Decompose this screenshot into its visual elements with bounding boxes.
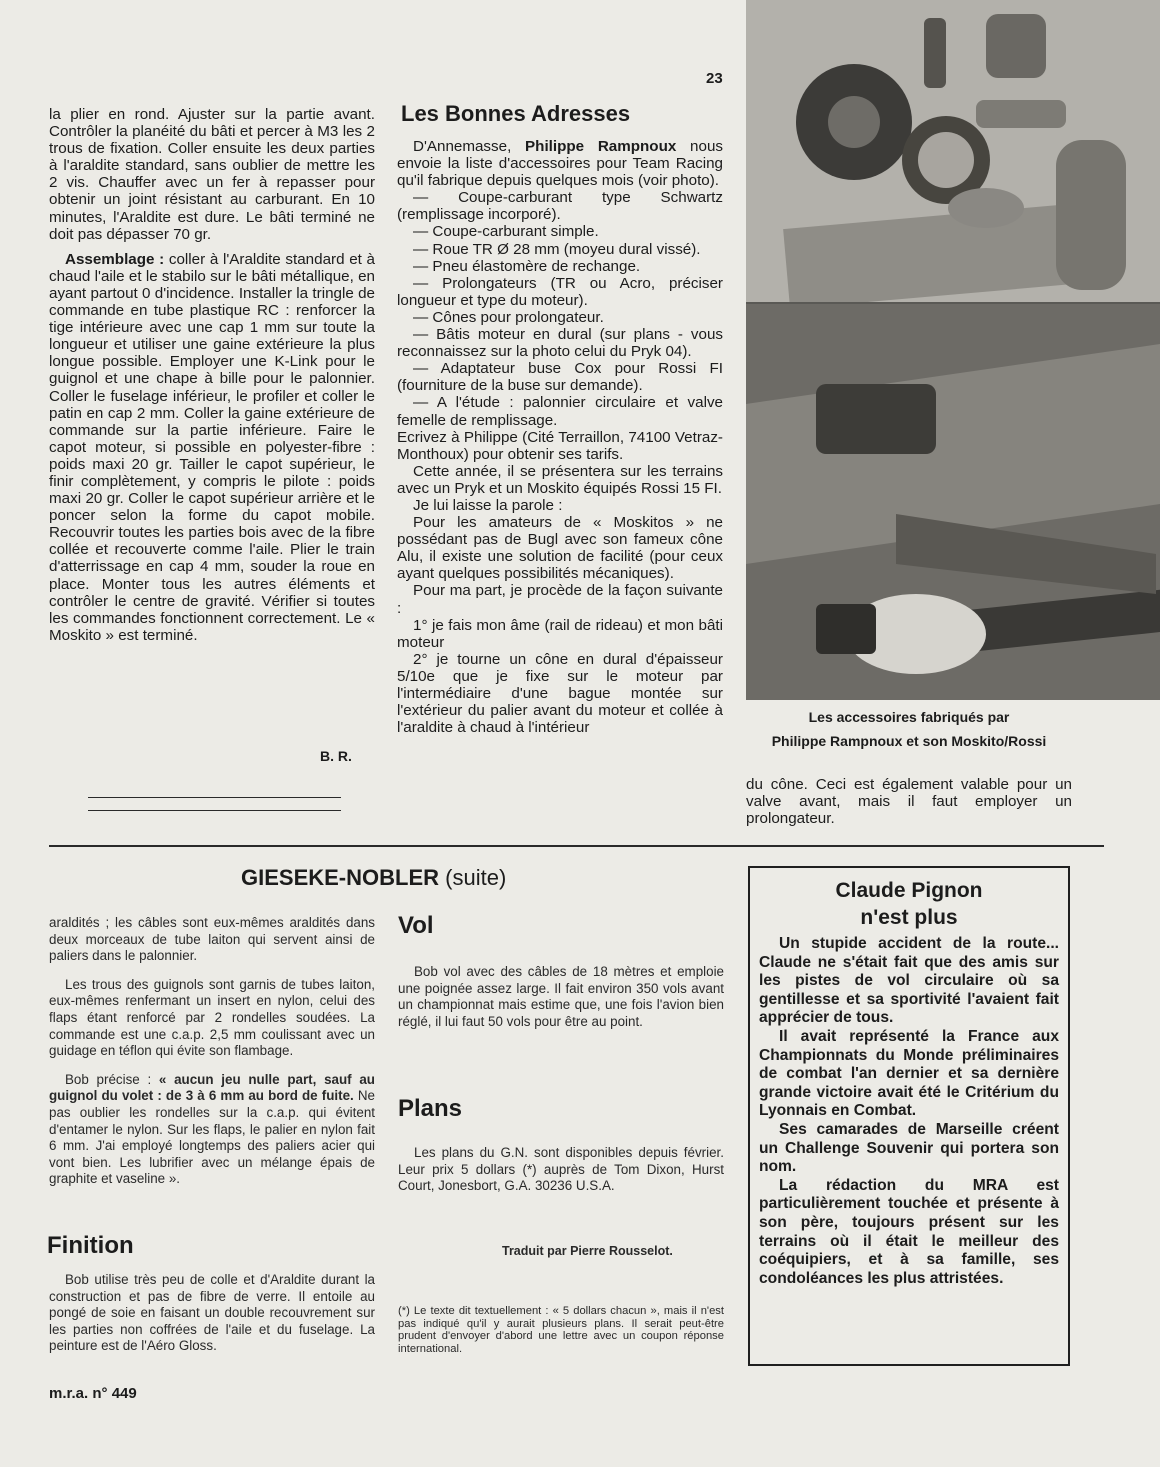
assemblage-text: coller à l'Araldite standard et à chaud l'aile et le stabilo sur le bâti métallique, en ayant partout 0 d'incidence. Installer la tringle de commande en tube plastique RC : renforcer la tige intérieure avec une cap 1 mm sur toute la longueur et utiliser une gaine extérieure la plus longue possible. Employer une K-Link pour le guignol et une chape à bille pour le palonnier. Coller le fuselage inférieur, le profiler et coller le patin en cap 2 mm. Coller la gaine extérieure de commande sur la partie inférieure. Faire le capot moteur, si possible en polyester-fibre : poids maxi 20 gr. Tailler le capot supérieur, le finir complètement, y compris le pilote : poids maxi 20 gr. Coller le capot supérieur arrière et le poncer selon la forme du capot mobile. Recouvrir toutes les parties bois avec de la fibre collée et recouverte comme l'aile. Plier le train d'atterrissage en cap 4 mm, souder la roue en place. Monter tous les autres éléments et contrôler le centre de gravité. Vérifier si toutes les commandes fonctionnent correctement. Le « Moskito » est terminé. [49,250,375,644]
finition-title: Finition [47,1232,134,1259]
accessories-photo [746,0,1160,700]
divider-line [88,797,341,798]
bonnes-adresses-column [397,138,723,736]
page-number: 23 [706,70,723,87]
parole-paragraph: Je lui laisse la parole : [413,496,563,514]
bonnes-adresses-continuation: du cône. Ceci est également valable pour un valve avant, mais il faut employer un prolongateur. [746,776,1072,828]
gieseke-quote-bold: « aucun jeu nulle part, sauf au guignol du volet : de 3 à 6 mm au bord de fuite. [49,1071,375,1104]
tribute-paragraph-4: La rédaction du MRA est particulièrement touchée et présente à son père, toujours présent sur les terrains où il était le meilleur des coéquipiers, et à sa famille, ses condoléances les plus attristées. [759,1176,1059,1287]
gieseke-nobler-suite: (suite) [445,865,507,890]
gieseke-nobler-title: GIESEKE-NOBLER [241,865,440,890]
plans-title: Plans [398,1095,463,1122]
step-2: 2° je tourne un cône en dural d'épaisseur 5/10e que je fixe sur le moteur par l'intermédiaire d'une bague montée sur l'extérieur du palier avant du moteur et collée à l'araldite à chaud à l'intérieur [397,650,723,737]
list-item: — Roue TR Ø 28 mm (moyeu dural vissé). [413,240,701,258]
assemblage-label: Assemblage : [65,250,165,268]
tribute-box [748,866,1070,1366]
photo-caption-line-2: Philippe Rampnoux et son Moskito/Rossi [771,733,1047,749]
bonnes-adresses-title: Les Bonnes Adresses [401,101,631,126]
list-item: — Coupe-carburant simple. [413,223,599,241]
supplier-name: Philippe Rampnoux [525,138,677,155]
plans-paragraph: Les plans du G.N. sont disponibles depuis février. Leur prix 5 dollars (*) auprès de Tom Dixon, Hurst Court, Jonesbort, G.A. 30236 U.S.A. [398,1145,724,1194]
vol-column [398,964,724,1030]
photo-panel-moskito [746,304,1160,700]
finition-column [49,1272,375,1355]
plans-column [398,1145,724,1195]
moskito-illustration [746,304,1160,700]
amateurs-paragraph: Pour les amateurs de « Moskitos » ne possédant pas de Bugl avec son fameux cône Alu, il existe une solution de facilité (pour ceux ayant quelques possibilités mécaniques). [397,514,723,583]
list-item: — A l'étude : palonnier circulaire et valve femelle de remplissage. [397,394,723,429]
step-1: 1° je fais mon âme (rail de rideau) et mon bâti moteur [397,616,723,651]
moskito-paragraph-assemblage [49,251,375,644]
magazine-footer: m.r.a. n° 449 [49,1385,137,1402]
moskito-article-column [49,106,375,644]
tribute-title-line-1: Claude Pignon [835,879,983,902]
list-item: — Adaptateur buse Cox pour Rossi FI (fourniture de la buse sur demande). [397,360,723,395]
list-item: — Cônes pour prolongateur. [413,308,604,326]
article-signature: B. R. [320,748,352,764]
gieseke-nobler-heading [241,865,506,891]
photo-caption-line-1: Les accessoires fabriqués par [808,709,1010,725]
vol-title: Vol [398,912,434,939]
translator-credit: Traduit par Pierre Rousselot. [502,1244,673,1258]
photo-panel-accessories [746,0,1160,302]
divider-line [88,810,341,811]
year-paragraph: Cette année, il se présentera sur les terrains avec un Pryk et un Moskito équipés Rossi 15 FI. [397,462,723,497]
tribute-paragraph-2: Il avait représenté la France aux Championnats du Monde préliminaires de combat l'an dernier et sa dernière grande victoire avait été le Critérium du Lyonnais en Combat. [759,1027,1059,1120]
photo-caption [746,705,1072,753]
ma-part-paragraph: Pour ma part, je procède de la façon suivante : [397,582,723,617]
tribute-paragraph-1: Un stupide accident de la route... Claude ne s'était fait que des amis sur les pistes de vol circulaire où sa gentillesse et sa sportivité l'avaient fait apprécier de tous. [759,935,1059,1027]
gieseke-paragraph-2: Les trous des guignols sont garnis de tubes laiton, eux-mêmes renfermant un insert en nylon, celui des flaps étant renforcé par 2 rondelles soudées. La commande est une c.a.p. 2,5 mm coulissant avec un guidage en téflon qui évite son flambage. [49,976,375,1059]
contact-paragraph: Ecrivez à Philippe (Cité Terraillon, 74100 Vetraz-Monthoux) pour obtenir ses tarifs. [397,428,723,463]
tribute-title-line-2: n'est plus [860,906,958,929]
tribute-title [750,877,1068,931]
gieseke-column-left [49,915,375,1188]
list-item: — Bâtis moteur en dural (sur plans - vous reconnaissez sur la photo celui du Pryk 04). [397,326,723,361]
tribute-paragraph-3: Ses camarades de Marseille créent un Challenge Souvenir qui portera son nom. [759,1120,1059,1176]
list-item: — Pneu élastomère de rechange. [413,257,641,275]
bonnes-adresses-intro: D'Annemasse, Philippe Rampnoux nous envoie la liste d'accessoires pour Team Racing qu'il fabrique depuis quelques mois (voir photo). [397,138,723,190]
tribute-text [759,935,1059,1288]
list-item: — Coupe-carburant type Schwartz (remplissage incorporé). [397,189,723,224]
section-divider [49,845,1104,847]
gieseke-paragraph-3: Bob précise : « aucun jeu nulle part, sauf au guignol du volet : de 3 à 6 mm au bord de fuite. Ne pas oublier les rondelles sur la c.a.p. qui évitent d'entamer le nylon. Sur les flaps, le palier en nylon fait 6 mm. J'ai employé longtemps des paliers acier qui vont bien. Les lubrifier avec un mélange épais de graphite et vaseline ». [49,1071,375,1187]
vol-paragraph: Bob vol avec des câbles de 18 mètres et emploie une poignée assez large. Il fait environ 350 vols avant un championnat mais estime que, une fois l'avion bien réglé, il lui faut 50 vols pour être au point. [398,964,724,1029]
gieseke-paragraph-1: araldités ; les câbles sont eux-mêmes araldités dans deux morceaux de tube laiton qui servent ainsi de paliers dans le palonnier. [49,915,375,964]
footnote: (*) Le texte dit textuellement : « 5 dollars chacun », mais il n'est pas indiqué qu'il y aurait plusieurs plans. Il serait peut-être prudent d'envoyer d'abord une lettre avec un coupon réponse international. [398,1305,724,1355]
moskito-paragraph-1: la plier en rond. Ajuster sur la partie avant. Contrôler la planéité du bâti et percer à M3 les 2 trous de fixation. Coller ensuite les deux parties à l'araldite standard, sans oublier de mettre les 2 vis. Chauffer avec un fer à repasser pour obtenir un joint résistant au carburant. En 10 minutes, l'Araldite est dure. Le bâti terminé ne doit pas dépasser 70 gr. [49,106,375,243]
accessories-illustration [746,0,1160,302]
list-item: — Prolongateurs (TR ou Acro, préciser longueur et type du moteur). [397,274,723,309]
finition-paragraph: Bob utilise très peu de colle et d'Araldite durant la construction et pas de fibre de verre. Il entoile au pongé de soie en faisant un double recouvrement sur les parties non coffrées de l'aile et du fuselage. La peinture est de l'Aéro Gloss. [49,1272,375,1354]
